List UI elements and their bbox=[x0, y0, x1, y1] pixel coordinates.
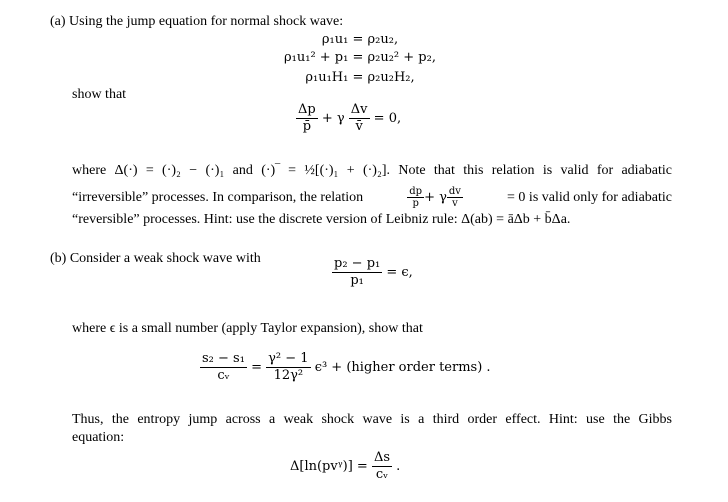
entropy-jump-equation: $\frac{\text{s₂ − s₁}}{\text{cᵥ}}$ = $\frac{\text{γ² − 1}}{\text{12γ²}}$ ϵ³ + (higher order terms) . bbox=[202, 351, 491, 383]
where-line-a: where Δ(·) = (·)₂ − (·)₁ and (·)‾ = ½[(·)₁ + (·)₂]. Note that this relation is valid for adiabatic bbox=[72, 163, 672, 178]
gibbs-equation: Δ[ln(pvᵞ)] = $\frac{\Delta s}{\text{cᵥ}}$ . bbox=[290, 450, 401, 482]
fraction-dv-v: $\frac{\Delta v}{v̄}$ bbox=[350, 102, 368, 134]
result-equation-a: $\frac{\Delta p}{p̄}$ + γ $\frac{\Delta v}{v̄}$ = 0, bbox=[298, 102, 402, 134]
part-a-label: (a) Using the jump equation for normal shock wave: bbox=[50, 14, 344, 29]
comparison-line: “irreversible” processes. In comparison, the relation $\frac{dp}{p}$ + γ $\frac{dv}{v}$ = 0 is valid only for adiabatic bbox=[72, 186, 672, 209]
inline-relation: $\frac{dp}{p}$ + γ $\frac{dv}{v}$ bbox=[409, 186, 461, 209]
conclusion-line: Thus, the entropy jump across a weak shock wave is a third order effect. Hint: use the Gibbs bbox=[72, 412, 672, 427]
epsilon-definition: $\frac{\text{p₂ − p₁}}{\text{p₁}}$ = ϵ, bbox=[334, 256, 413, 288]
jump-eq-energy: ρ₁u₁H₁ = ρ₂u₂H₂, bbox=[305, 70, 415, 85]
show-that-text: show that bbox=[72, 87, 127, 102]
fraction-dp-p: $\frac{\Delta p}{p̄}$ bbox=[298, 102, 316, 134]
conclusion-line-2: equation: bbox=[72, 430, 125, 445]
jump-eq-momentum: ρ₁u₁² + p₁ = ρ₂u₂² + p₂, bbox=[284, 50, 436, 65]
where-line-b: where ϵ is a small number (apply Taylor expansion), show that bbox=[72, 321, 423, 336]
part-b-label: (b) Consider a weak shock wave with bbox=[50, 251, 261, 266]
jump-eq-mass: ρ₁u₁ = ρ₂u₂, bbox=[321, 32, 399, 47]
reversible-line: “reversible” processes. Hint: use the discrete version of Leibniz rule: Δ(ab) = āΔb + b̄Δa. bbox=[72, 212, 571, 227]
